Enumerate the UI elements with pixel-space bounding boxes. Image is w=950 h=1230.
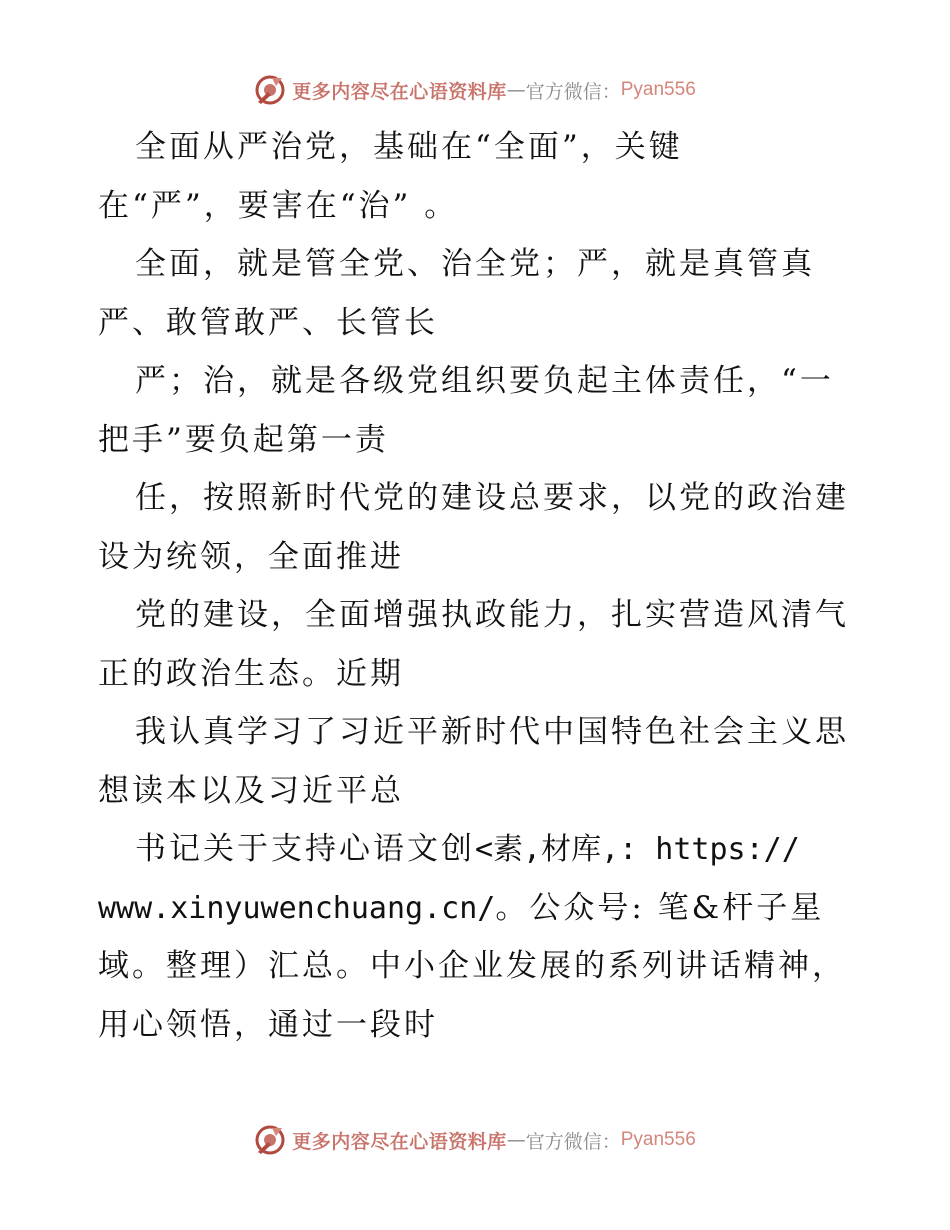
banner-separator: — <box>506 79 526 101</box>
pen-logo-icon <box>254 74 286 106</box>
text-segment: 。公众号: 笔&杆子星 <box>495 889 825 926</box>
text-line: 全面，就是管全党、治全党；严，就是真管真 <box>135 246 815 282</box>
banner-wechat-label: 官方微信： <box>525 80 621 103</box>
banner-main-text: 更多内容尽在心语资料库 <box>292 1130 507 1153</box>
text-line: 设为统领，全面推进 <box>98 538 404 575</box>
banner-main-text: 更多内容尽在心语资料库 <box>292 80 507 103</box>
text-line: 域。整理）汇总。中小企业发展的系列讲话精神， <box>98 948 846 984</box>
banner-wechat-label: 官方微信： <box>525 1130 621 1153</box>
url-fragment: <素,材库,: https:// <box>475 832 800 867</box>
header-banner <box>0 70 950 110</box>
text-line: 用心领悟，通过一段时 <box>98 1006 438 1043</box>
text-line: 严；治，就是各级党组织要负起主体责任，“一 <box>135 363 834 399</box>
url-link[interactable]: www.xinyuwenchuang.cn/ <box>98 890 496 926</box>
banner-wechat-id: Pyan556 <box>620 1129 696 1150</box>
text-line: 把手”要负起第一责 <box>98 421 389 458</box>
footer-banner <box>0 1120 950 1160</box>
text-line: 任，按照新时代党的建设总要求，以党的政治建 <box>135 480 849 516</box>
text-segment: 书记关于支持心语文创 <box>135 831 475 867</box>
pen-logo-icon <box>254 1124 286 1156</box>
text-line: 想读本以及习近平总 <box>98 772 404 809</box>
text-line <box>98 820 858 879</box>
text-line: 严、敢管敢严、长管长 <box>98 304 438 341</box>
document-body <box>98 118 858 1054</box>
text-line <box>98 879 858 938</box>
text-line: 在“严”，要害在“治” 。 <box>98 187 459 224</box>
text-line: 党的建设，全面增强执政能力，扎实营造风清气 <box>135 597 849 633</box>
text-line: 我认真学习了习近平新时代中国特色社会主义思 <box>135 714 849 750</box>
text-line: 正的政治生态。近期 <box>98 655 404 692</box>
banner-separator: — <box>506 1129 526 1151</box>
text-line: 全面从严治党，基础在“全面”，关键 <box>135 129 683 165</box>
banner-wechat-id: Pyan556 <box>620 79 696 100</box>
